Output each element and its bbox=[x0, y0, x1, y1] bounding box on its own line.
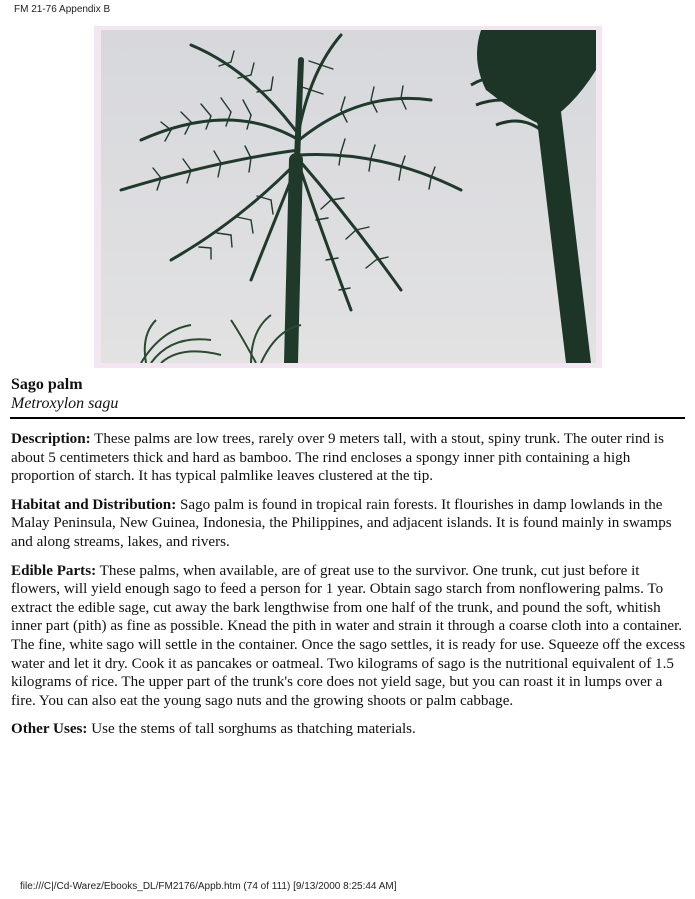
edible-parts-paragraph bbox=[11, 562, 686, 711]
page-footer: file:///C|/Cd-Warez/Ebooks_DL/FM2176/Appb.htm (74 of 111) [9/13/2000 8:25:44 AM] bbox=[20, 881, 397, 892]
habitat-label: Habitat and Distribution: bbox=[11, 496, 177, 513]
description-paragraph bbox=[11, 430, 686, 486]
other-uses-text: Use the stems of tall sorghums as thatching materials. bbox=[87, 721, 416, 738]
description-label: Description: bbox=[11, 431, 91, 447]
scientific-name: Metroxylon sagu bbox=[11, 395, 119, 412]
page-header: FM 21-76 Appendix B bbox=[14, 4, 111, 15]
plant-title-block bbox=[11, 375, 118, 413]
common-name: Sago palm bbox=[11, 376, 83, 393]
section-divider bbox=[10, 417, 685, 419]
habitat-paragraph bbox=[11, 496, 686, 552]
edible-parts-label: Edible Parts: bbox=[11, 562, 97, 579]
other-uses-label: Other Uses: bbox=[11, 721, 88, 738]
article-body bbox=[11, 430, 686, 749]
sago-palm-photo bbox=[101, 30, 596, 363]
other-uses-paragraph bbox=[11, 720, 686, 739]
description-text: These palms are low trees, rarely over 9 meters tall, with a stout, spiny trunk. The outer rind is about 5 centimeters thick and hard as bamboo. The rind encloses a spongy inner pith containing a high proportion of starch. It has typical palmlike leaves clustered at the tip. bbox=[11, 431, 664, 485]
habitat-text: Sago palm is found in tropical rain forests. It flourishes in damp lowlands in the Malay Peninsula, New Guinea, Indonesia, the Philippines, and adjacent islands. It is found mainly in swamps and along streams, lakes, and rivers. bbox=[11, 496, 672, 550]
edible-parts-text: These palms, when available, are of great use to the survivor. One trunk, cut just before it flowers, will yield enough sago to feed a person for 1 year. Obtain sago starch from nonflowering palms. To extract the edible sage, cut away the bark lengthwise from one half of the trunk, and pound the soft, whitish inner part (pith) as fine as possible. Knead the pith in water and strain it through a coarse cloth into a container. The fine, white sago will settle in the container. Once the sago settles, it is ready for use. Squeeze off the excess water and let it dry. Cook it as pancakes or oatmeal. Two kilograms of sago is the nutritional equivalent of 1.5 kilograms of rice. The upper part of the trunk's core does not yield sage, but you can roast it in lumps over a fire. You can also eat the young sago nuts and the growing shoots or palm cabbage. bbox=[11, 562, 686, 709]
